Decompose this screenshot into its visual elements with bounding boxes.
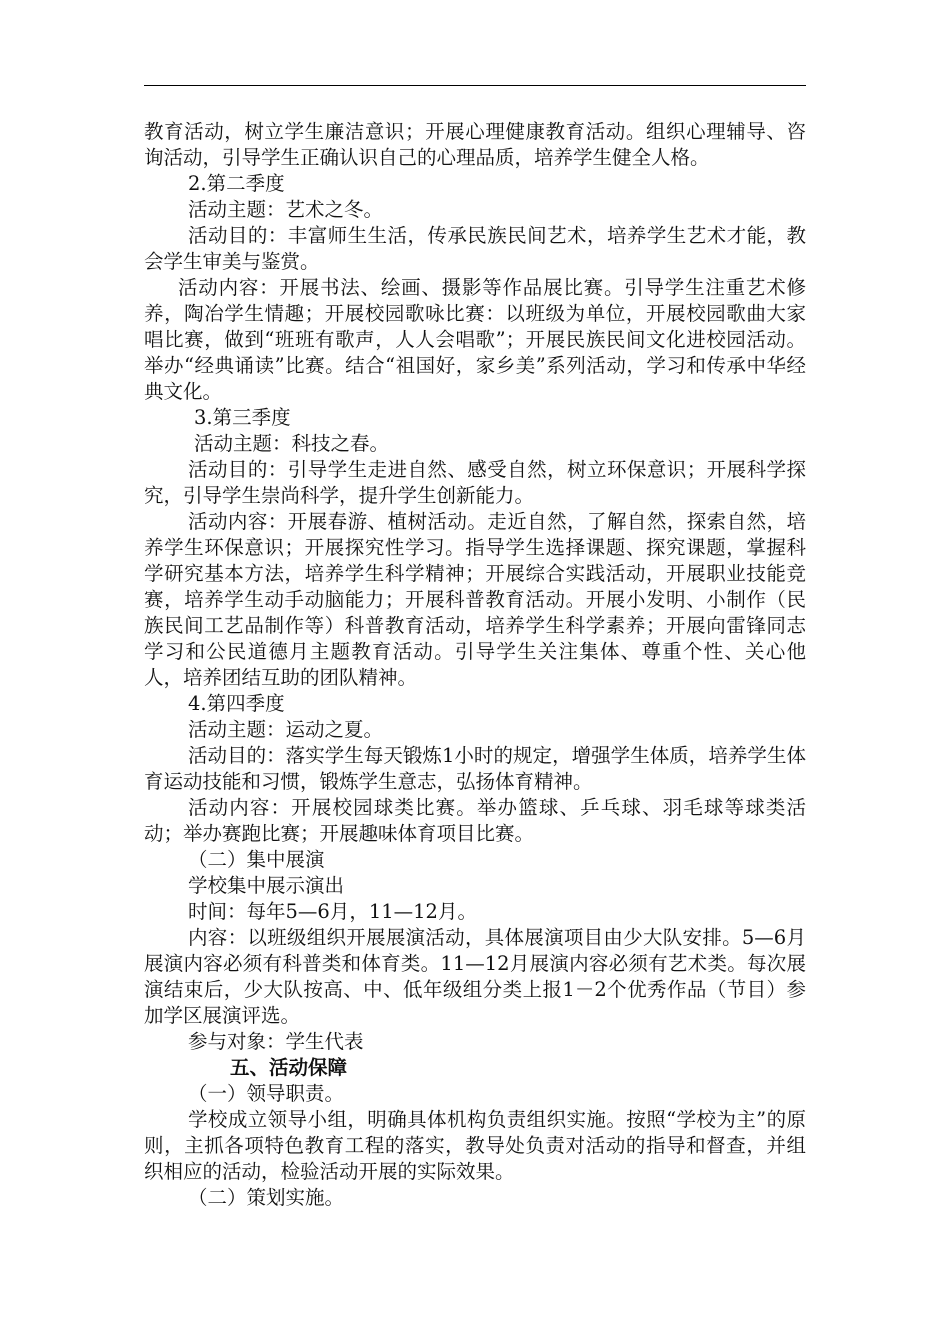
paragraph-content-q2: 活动内容：开展书法、绘画、摄影等作品展比赛。引导学生注重艺术修养，陶冶学生情趣；开展校园歌咏比赛：以班级为单位，开展校园歌曲大家唱比赛，做到“班班有歌声，人人会唱歌”；开展民族民间文化进校园活动。举办“经典诵读”比赛。结合“祖国好，家乡美”系列活动，学习和传承中华经典文化。 [144,276,806,403]
paragraph-goal-q2: 活动目的：丰富师生生活，传承民族民间艺术，培养学生艺术才能，教会学生审美与鉴赏。 [144,224,806,273]
paragraph-showcase-title: 学校集中展示演出 [188,874,345,897]
document-body [144,119,806,1211]
section-heading-q2: 2.第二季度 [188,172,285,195]
paragraph-continuation: 教育活动，树立学生廉洁意识；开展心理健康教育活动。组织心理辅导、咨询活动，引导学生正确认识自己的心理品质，培养学生健全人格。 [144,120,806,169]
paragraph-content-q4: 活动内容：开展校园球类比赛。举办篮球、乒乓球、羽毛球等球类活动；举办赛跑比赛；开展趣味体育项目比赛。 [144,796,806,845]
section-heading-q4: 4.第四季度 [188,692,285,715]
header-rule [144,85,806,86]
paragraph-leadership: 学校成立领导小组，明确具体机构负责组织实施。按照“学校为主”的原则，主抓各项特色教育工程的落实，教导处负责对活动的指导和督查，并组织相应的活动，检验活动开展的实际效果。 [144,1108,806,1183]
subsection-heading-planning: （二）策划实施。 [188,1186,345,1209]
paragraph-showcase-content: 内容：以班级组织开展展演活动，具体展演项目由少大队安排。5—6月展演内容必须有科普类和体育类。11—12月展演内容必须有艺术类。每次展演结束后，少大队按高、中、低年级组分类上报1－2个优秀作品（节目）参加学区展演评选。 [144,926,806,1027]
section-heading-q3: 3.第三季度 [194,406,291,429]
paragraph-participants: 参与对象：学生代表 [188,1030,364,1053]
paragraph-goal-q3: 活动目的：引导学生走进自然、感受自然，树立环保意识；开展科学探究，引导学生崇尚科学，提升学生创新能力。 [144,458,806,507]
paragraph-goal-q4: 活动目的：落实学生每天锻炼1小时的规定，增强学生体质，培养学生体育运动技能和习惯，锻炼学生意志，弘扬体育精神。 [144,744,806,793]
subsection-heading-showcase: （二）集中展演 [188,848,325,871]
section-heading-guarantee: 五、活动保障 [230,1056,348,1079]
paragraph-theme-q4: 活动主题：运动之夏。 [188,718,384,741]
paragraph-showcase-time: 时间：每年5—6月，11—12月。 [188,900,477,923]
paragraph-content-q3: 活动内容：开展春游、植树活动。走近自然，了解自然，探索自然，培养学生环保意识；开展探究性学习。指导学生选择课题、探究课题，掌握科学研究基本方法，培养学生科学精神；开展综合实践活动，开展职业技能竞赛，培养学生动手动脑能力；开展科普教育活动。开展小发明、小制作（民族民间工艺品制作等）科普教育活动，培养学生科学素养；开展向雷锋同志学习和公民道德月主题教育活动。引导学生关注集体、尊重个性、关心他人，培养团结互助的团队精神。 [144,510,806,689]
paragraph-theme-q3: 活动主题：科技之春。 [194,432,390,455]
paragraph-theme-q2: 活动主题：艺术之冬。 [188,198,384,221]
subsection-heading-leadership: （一）领导职责。 [188,1082,345,1105]
